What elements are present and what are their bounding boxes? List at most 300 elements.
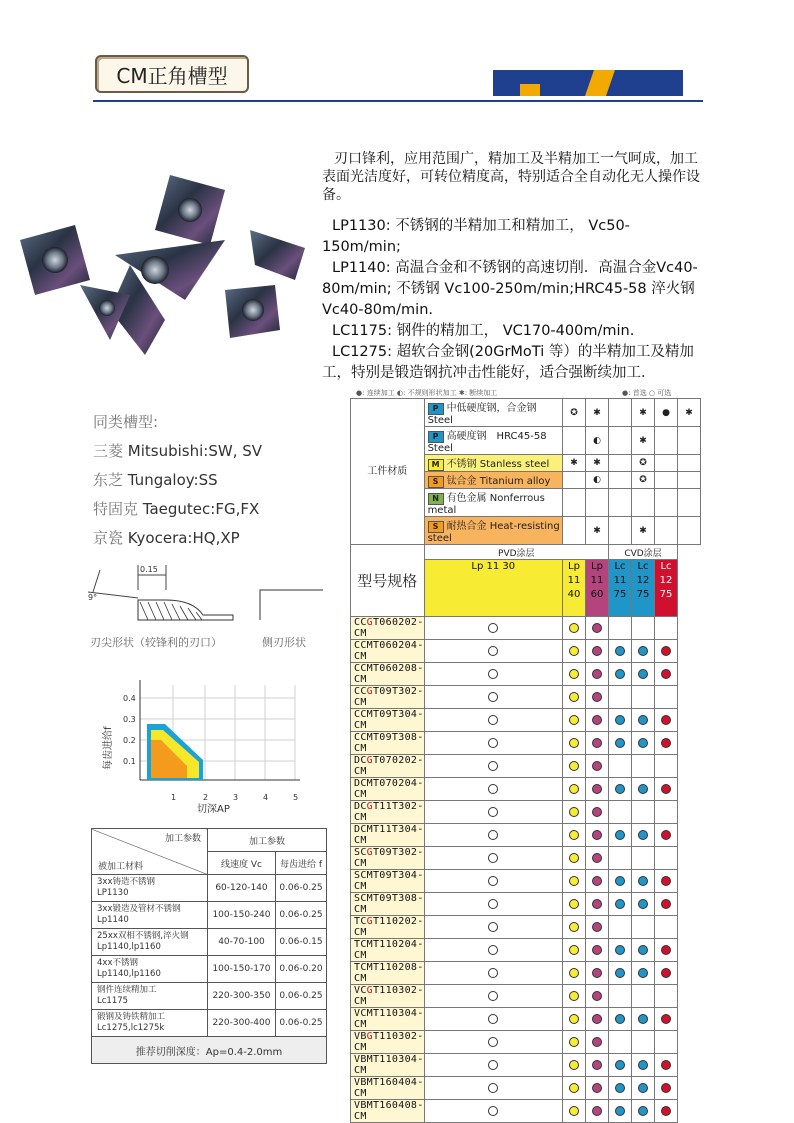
table-row (351, 870, 701, 893)
material-code-chip: P (428, 403, 444, 415)
availability-cell (632, 1077, 655, 1100)
availability-cell (586, 870, 609, 893)
availability-dot (661, 669, 671, 679)
availability-cell (655, 686, 678, 709)
material-side-label: 工件材质 (351, 399, 425, 545)
x-tick: 5 (293, 793, 299, 802)
availability-cell (563, 1100, 586, 1123)
availability-dot (615, 738, 625, 748)
availability-dot (661, 876, 671, 886)
table-row (351, 1054, 701, 1077)
availability-cell (609, 1008, 632, 1031)
availability-dot (592, 669, 602, 679)
availability-cell (655, 732, 678, 755)
availability-dot (661, 1083, 671, 1093)
availability-dot (615, 968, 625, 978)
availability-cell (609, 1031, 632, 1054)
availability-cell (586, 1100, 609, 1123)
grid-legend-left: ●: 连续加工 ◐: 不规则形状加工 ✱: 断续加工 (356, 389, 498, 397)
availability-cell (586, 801, 609, 824)
availability-cell (563, 732, 586, 755)
material-label: 高硬度钢 HRC45-58 Steel (427, 431, 547, 454)
material-mark: ✱ (586, 517, 609, 545)
availability-dot (615, 899, 625, 909)
availability-cell (586, 847, 609, 870)
availability-dot (488, 761, 498, 771)
table-row (351, 686, 701, 709)
grade-lc1275-text: LC1275: 超软合金钢(20GrMoTi 等）的半精加工及精加工，特别是锻造钢抗冲击性能好，适合强断续加工． (322, 344, 694, 381)
availability-cell (586, 1077, 609, 1100)
availability-dot (615, 715, 625, 725)
availability-dot (638, 945, 648, 955)
material-mark: ✪ (632, 472, 655, 489)
availability-dot (488, 899, 498, 909)
grid-legend-right: ●: 首选 ○ 可选 (622, 389, 672, 397)
availability-cell (586, 709, 609, 732)
availability-cell (632, 1031, 655, 1054)
availability-dot (488, 876, 498, 886)
availability-cell (632, 1054, 655, 1077)
availability-dot (569, 715, 579, 725)
availability-cell (655, 755, 678, 778)
availability-cell (424, 1100, 562, 1123)
table-row (351, 847, 701, 870)
availability-cell (424, 686, 562, 709)
availability-dot (661, 646, 671, 656)
availability-cell (632, 640, 655, 663)
recommended-depth: 推荐切削深度：Ap=0.4-2.0mm (92, 1037, 327, 1064)
availability-cell (632, 916, 655, 939)
grade-header: Lp 11 40 (563, 560, 586, 617)
availability-dot (569, 899, 579, 909)
availability-dot (661, 968, 671, 978)
availability-cell (586, 663, 609, 686)
availability-cell (632, 732, 655, 755)
availability-dot (638, 669, 648, 679)
availability-cell (632, 939, 655, 962)
availability-cell (632, 870, 655, 893)
model-code: VCMT110304-CM (351, 1008, 425, 1031)
availability-cell (424, 801, 562, 824)
material-code-chip: N (428, 493, 444, 505)
availability-dot (488, 669, 498, 679)
table-row (351, 801, 701, 824)
availability-cell (609, 916, 632, 939)
table-row (351, 824, 701, 847)
availability-dot (569, 853, 579, 863)
table-row (351, 916, 701, 939)
material-mark (678, 472, 701, 489)
availability-dot (615, 1060, 625, 1070)
availability-dot (661, 830, 671, 840)
geometry-angle: 9° (88, 593, 98, 602)
availability-dot (638, 899, 648, 909)
availability-cell (563, 916, 586, 939)
table-row: 钢件连续精加工 Lc1175 220-300-350 0.06-0.25 (92, 983, 327, 1010)
availability-cell (655, 985, 678, 1008)
availability-cell (424, 824, 562, 847)
availability-cell (632, 755, 655, 778)
availability-cell (424, 916, 562, 939)
availability-cell (655, 916, 678, 939)
availability-cell (563, 640, 586, 663)
availability-cell (655, 893, 678, 916)
model-code: TCGT110202-CM (351, 916, 425, 939)
availability-dot (488, 922, 498, 932)
availability-dot (661, 784, 671, 794)
availability-cell (609, 893, 632, 916)
pvd-header: PVD涂层 (424, 545, 608, 560)
availability-dot (569, 968, 579, 978)
availability-cell (632, 686, 655, 709)
table-row (351, 985, 701, 1008)
availability-cell (563, 1008, 586, 1031)
material-mark (655, 427, 678, 455)
availability-cell (563, 962, 586, 985)
availability-cell (586, 778, 609, 801)
availability-cell (586, 1054, 609, 1077)
chipbreaker-chart (95, 680, 320, 815)
material-mark (609, 472, 632, 489)
material-mark (609, 489, 632, 517)
model-code: SCMT09T308-CM (351, 893, 425, 916)
availability-cell (563, 617, 586, 640)
availability-dot (488, 853, 498, 863)
availability-cell (586, 985, 609, 1008)
availability-dot (488, 1037, 498, 1047)
availability-cell (609, 824, 632, 847)
availability-cell (632, 893, 655, 916)
material-label: 有色金属 Nonferrous metal (427, 493, 545, 516)
availability-dot (488, 784, 498, 794)
availability-cell (424, 663, 562, 686)
grade-lp1130-text: LP1130: 不锈钢的半精加工和精加工， Vc50-150m/min; (322, 218, 630, 255)
grade-lp1140-text: LP1140: 高温合金和不锈钢的高速切削．高温合金Vc40-80m/min; 不锈钢 Vc100-250m/min;HRC45-58 淬火钢 Vc40-80m/min. (322, 260, 698, 318)
availability-dot (638, 1014, 648, 1024)
availability-dot (569, 669, 579, 679)
availability-cell (655, 870, 678, 893)
availability-cell (655, 617, 678, 640)
table-row (351, 1008, 701, 1031)
model-code: SCMT09T304-CM (351, 870, 425, 893)
availability-cell (609, 1100, 632, 1123)
availability-cell (424, 1031, 562, 1054)
availability-cell (424, 732, 562, 755)
availability-cell (632, 1008, 655, 1031)
availability-cell (563, 1077, 586, 1100)
availability-cell (655, 663, 678, 686)
material-mark (678, 489, 701, 517)
availability-cell (424, 1008, 562, 1031)
availability-dot (569, 784, 579, 794)
availability-cell (424, 617, 562, 640)
availability-dot (592, 807, 602, 817)
availability-cell (655, 778, 678, 801)
availability-dot (615, 876, 625, 886)
availability-cell (609, 709, 632, 732)
availability-cell (655, 709, 678, 732)
col-speed: 线速度 Vc (208, 852, 276, 875)
availability-cell (586, 686, 609, 709)
availability-dot (592, 1106, 602, 1116)
material-code-chip: M (428, 459, 444, 471)
availability-dot (592, 853, 602, 863)
availability-cell (424, 962, 562, 985)
availability-dot (615, 1014, 625, 1024)
availability-dot (488, 1083, 498, 1093)
material-mark: ● (655, 399, 678, 427)
availability-dot (592, 1014, 602, 1024)
material-mark (609, 517, 632, 545)
availability-dot (615, 1106, 625, 1116)
availability-cell (586, 893, 609, 916)
material-mark: ◐ (586, 427, 609, 455)
availability-cell (632, 985, 655, 1008)
availability-dot (638, 1083, 648, 1093)
model-code: CCMT09T308-CM (351, 732, 425, 755)
availability-dot (638, 715, 648, 725)
similar-item: 特固克 Taegutec:FG,FX (93, 500, 260, 518)
availability-dot (569, 1014, 579, 1024)
cutting-conditions-table (91, 828, 327, 1064)
table-row: 锻钢及铸铁精加工 Lc1275,lc1275k 220-300-400 0.06-0.25 (92, 1010, 327, 1037)
grade-header: Lp 11 60 (586, 560, 609, 617)
availability-cell (632, 1100, 655, 1123)
availability-dot (569, 830, 579, 840)
material-mark: ✪ (563, 399, 586, 427)
table-row (351, 663, 701, 686)
availability-dot (638, 646, 648, 656)
availability-cell (609, 663, 632, 686)
availability-cell (609, 640, 632, 663)
availability-dot (569, 1106, 579, 1116)
availability-dot (615, 669, 625, 679)
material-mark (655, 455, 678, 472)
material-mark: ✱ (632, 517, 655, 545)
model-code: CCGT060202-CM (351, 617, 425, 640)
grade-header: Lc 12 75 (632, 560, 655, 617)
availability-cell (563, 801, 586, 824)
material-label: 钛合金 Titanium alloy (446, 476, 551, 487)
availability-cell (655, 1054, 678, 1077)
availability-dot (592, 945, 602, 955)
availability-cell (424, 985, 562, 1008)
model-code: DCMT11T304-CM (351, 824, 425, 847)
table-row (351, 640, 701, 663)
material-mark: ✱ (678, 399, 701, 427)
table-row (351, 617, 701, 640)
availability-cell (655, 847, 678, 870)
availability-dot (661, 715, 671, 725)
availability-cell (563, 686, 586, 709)
grade-header: Lc 12 75 (655, 560, 678, 617)
availability-cell (609, 755, 632, 778)
similar-item: 京瓷 Kyocera:HQ,XP (93, 529, 240, 547)
material-code-chip: P (428, 431, 444, 443)
y-tick: 0.3 (123, 715, 136, 724)
y-tick: 0.1 (123, 757, 136, 766)
availability-dot (569, 991, 579, 1001)
material-row (351, 399, 701, 427)
material-mark (632, 489, 655, 517)
availability-dot (569, 692, 579, 702)
availability-dot (569, 1083, 579, 1093)
availability-cell (424, 870, 562, 893)
material-mark (586, 489, 609, 517)
model-code: VBMT160408-CM (351, 1100, 425, 1123)
availability-dot (592, 1060, 602, 1070)
availability-cell (609, 1054, 632, 1077)
availability-dot (638, 1060, 648, 1070)
model-code: VBGT110302-CM (351, 1031, 425, 1054)
availability-cell (632, 801, 655, 824)
availability-dot (488, 830, 498, 840)
model-code: DCMT070204-CM (351, 778, 425, 801)
availability-cell (563, 847, 586, 870)
availability-cell (586, 916, 609, 939)
cvd-header: CVD涂层 (609, 545, 678, 560)
availability-dot (488, 1060, 498, 1070)
availability-cell (586, 962, 609, 985)
availability-cell (586, 732, 609, 755)
material-mark (678, 517, 701, 545)
material-mark (678, 455, 701, 472)
availability-dot (661, 945, 671, 955)
material-mark (678, 427, 701, 455)
material-mark: ✱ (632, 399, 655, 427)
col-feed: 每齿进给 f (275, 852, 326, 875)
availability-cell (586, 824, 609, 847)
availability-cell (609, 778, 632, 801)
availability-dot (592, 830, 602, 840)
x-axis-label: 切深AP (197, 804, 230, 815)
availability-cell (609, 732, 632, 755)
availability-dot (638, 1106, 648, 1116)
availability-cell (563, 985, 586, 1008)
material-mark (655, 472, 678, 489)
availability-dot (488, 738, 498, 748)
material-mark: ◐ (586, 472, 609, 489)
availability-cell (609, 847, 632, 870)
availability-cell (632, 847, 655, 870)
availability-dot (569, 807, 579, 817)
material-mark (563, 517, 586, 545)
availability-cell (632, 824, 655, 847)
availability-dot (488, 1106, 498, 1116)
model-code: CCMT060208-CM (351, 663, 425, 686)
model-code: TCMT110208-CM (351, 962, 425, 985)
model-code: SCGT09T302-CM (351, 847, 425, 870)
availability-cell (586, 640, 609, 663)
availability-cell (424, 1077, 562, 1100)
availability-dot (569, 738, 579, 748)
model-code: CCMT09T304-CM (351, 709, 425, 732)
availability-dot (592, 968, 602, 978)
availability-cell (586, 939, 609, 962)
availability-cell (563, 755, 586, 778)
table-row (351, 893, 701, 916)
material-mark (655, 517, 678, 545)
availability-cell (563, 939, 586, 962)
edge-geometry-sketch (88, 560, 328, 630)
availability-dot (615, 830, 625, 840)
table-row (351, 755, 701, 778)
availability-cell (563, 663, 586, 686)
availability-dot (488, 945, 498, 955)
grade-matrix-table (350, 398, 701, 1123)
availability-cell (424, 939, 562, 962)
material-code-chip: S (428, 521, 444, 533)
model-code: TCMT110204-CM (351, 939, 425, 962)
material-mark (609, 427, 632, 455)
availability-dot (592, 922, 602, 932)
material-mark (563, 472, 586, 489)
availability-cell (563, 824, 586, 847)
model-header: 型号规格 (351, 545, 425, 617)
availability-dot (592, 1083, 602, 1093)
availability-dot (638, 876, 648, 886)
intro-description (322, 150, 702, 204)
availability-dot (488, 715, 498, 725)
availability-cell (655, 1031, 678, 1054)
availability-dot (488, 692, 498, 702)
availability-cell (655, 801, 678, 824)
params-header: 加工参数 (208, 829, 327, 852)
brand-logo-mark (520, 84, 540, 96)
geometry-dim: 0.15 (140, 565, 158, 574)
material-mark (609, 399, 632, 427)
table-row (351, 962, 701, 985)
material-label: 中低硬度钢，合金钢 Steel (427, 403, 537, 426)
model-code: CCGT09T302-CM (351, 686, 425, 709)
page-title: CM正角槽型 (95, 55, 249, 93)
material-mark: ✱ (563, 455, 586, 472)
availability-cell (655, 939, 678, 962)
availability-cell (609, 801, 632, 824)
availability-dot (569, 623, 579, 633)
availability-cell (563, 1031, 586, 1054)
availability-cell (632, 709, 655, 732)
material-mark: ✱ (632, 427, 655, 455)
intro-paragraph-1: 刃口锋利，应用范围广，精加工及半精加工一气呵成，加工表面光洁度好，可转位精度高，特别适合全自动化无人操作设备。 (322, 151, 700, 203)
availability-cell (586, 1008, 609, 1031)
availability-dot (592, 784, 602, 794)
availability-dot (569, 646, 579, 656)
availability-dot (661, 899, 671, 909)
availability-dot (592, 899, 602, 909)
table-row: 3xx铸造不锈钢 LP1130 60-120-140 0.06-0.25 (92, 875, 327, 902)
insert-product-photo (15, 170, 315, 360)
grade-header: Lc 11 75 (609, 560, 632, 617)
availability-cell (609, 686, 632, 709)
material-mark: ✱ (586, 399, 609, 427)
header-divider (93, 100, 703, 102)
grade-lc1175-text: LC1175: 钢件的精加工， VC170-400m/min. (332, 323, 635, 339)
availability-cell (563, 870, 586, 893)
table-row: 4xx不锈钢 Lp1140,lp1160 100-150-170 0.06-0.20 (92, 956, 327, 983)
availability-dot (569, 876, 579, 886)
availability-cell (563, 1054, 586, 1077)
availability-dot (615, 646, 625, 656)
availability-cell (424, 1054, 562, 1077)
availability-dot (638, 830, 648, 840)
availability-dot (592, 738, 602, 748)
material-mark (563, 489, 586, 517)
availability-cell (609, 985, 632, 1008)
availability-cell (424, 640, 562, 663)
availability-cell (632, 778, 655, 801)
availability-cell (586, 755, 609, 778)
